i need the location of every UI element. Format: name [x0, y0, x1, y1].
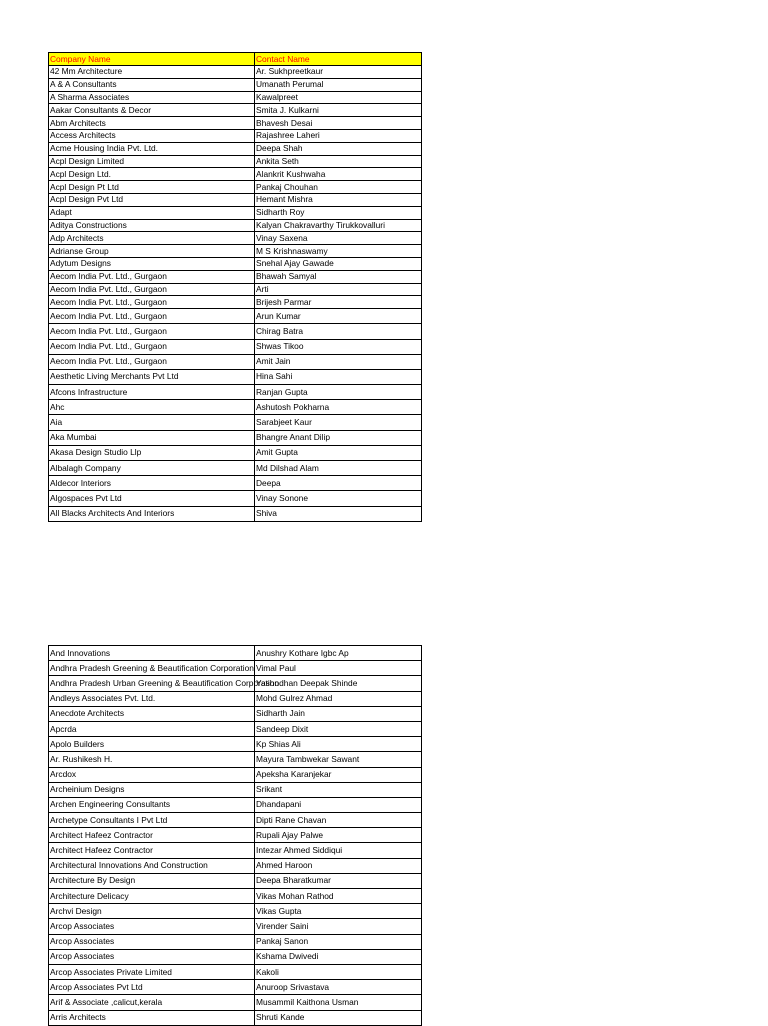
company-cell[interactable]: Aesthetic Living Merchants Pvt Ltd — [49, 369, 255, 384]
contacts-table-bottom — [48, 645, 422, 1026]
table-row — [49, 283, 422, 296]
contact-cell[interactable]: Rajashree Laheri — [255, 129, 422, 142]
table-row — [49, 767, 422, 782]
table-row — [49, 721, 422, 736]
contact-cell[interactable]: Ashutosh Pokharna — [255, 400, 422, 415]
contact-cell[interactable]: Pankaj Chouhan — [255, 181, 422, 194]
contact-cell[interactable]: Srikant — [255, 782, 422, 797]
table-row — [49, 828, 422, 843]
table-row — [49, 245, 422, 258]
table-row — [49, 400, 422, 415]
contact-cell[interactable]: Virender Saini — [255, 919, 422, 934]
table-row — [49, 737, 422, 752]
company-cell[interactable]: Ar. Rushikesh H. — [49, 752, 255, 767]
table-row — [49, 491, 422, 506]
contact-cell[interactable]: Kakoli — [255, 964, 422, 979]
contact-cell[interactable]: Shiva — [255, 506, 422, 521]
table-row — [49, 104, 422, 117]
company-cell[interactable]: Acpl Design Pvt Ltd — [49, 193, 255, 206]
contact-cell[interactable]: Kp Shias Ali — [255, 737, 422, 752]
company-cell[interactable]: Architectural Innovations And Construction — [49, 858, 255, 873]
company-cell[interactable]: Andleys Associates Pvt. Ltd. — [49, 691, 255, 706]
contact-cell[interactable]: Anuroop Srivastava — [255, 980, 422, 995]
contact-cell[interactable]: Sidharth Roy — [255, 206, 422, 219]
table-row — [49, 676, 422, 691]
header-row — [49, 53, 422, 66]
company-cell[interactable]: Adrianse Group — [49, 245, 255, 258]
table-row — [49, 858, 422, 873]
contact-cell[interactable]: Shruti Kande — [255, 1010, 422, 1025]
contact-cell[interactable]: Md Dilshad Alam — [255, 461, 422, 476]
table-row — [49, 193, 422, 206]
contact-cell[interactable]: Vikas Gupta — [255, 904, 422, 919]
contact-cell[interactable]: Vinay Saxena — [255, 232, 422, 245]
contact-name-header[interactable]: Contact Name — [255, 53, 422, 66]
contact-cell[interactable]: Bhawah Samyal — [255, 270, 422, 283]
table-row — [49, 142, 422, 155]
table-row — [49, 646, 422, 661]
company-cell[interactable]: Algospaces Pvt Ltd — [49, 491, 255, 506]
company-cell[interactable]: Aecom India Pvt. Ltd., Gurgaon — [49, 324, 255, 339]
company-cell[interactable]: Architect Hafeez Contractor — [49, 843, 255, 858]
table-row — [49, 257, 422, 270]
table-row — [49, 706, 422, 721]
table-row — [49, 66, 422, 79]
contact-cell[interactable]: Snehal Ajay Gawade — [255, 257, 422, 270]
table-row — [49, 309, 422, 324]
contact-cell[interactable]: Sarabjeet Kaur — [255, 415, 422, 430]
table-row — [49, 1010, 422, 1025]
company-cell[interactable]: Aecom India Pvt. Ltd., Gurgaon — [49, 339, 255, 354]
company-cell[interactable]: Adytum Designs — [49, 257, 255, 270]
table-row — [49, 752, 422, 767]
contact-cell[interactable]: Kawalpreet — [255, 91, 422, 104]
company-cell[interactable]: Anecdote Architects — [49, 706, 255, 721]
contact-cell[interactable]: Ranjan Gupta — [255, 385, 422, 400]
contact-cell[interactable]: Chirag Batra — [255, 324, 422, 339]
contact-cell[interactable]: Anushry Kothare Igbc Ap — [255, 646, 422, 661]
contact-cell[interactable]: Deepa Shah — [255, 142, 422, 155]
contact-cell[interactable]: Vimal Paul — [255, 661, 422, 676]
contact-cell[interactable]: Pankaj Sanon — [255, 934, 422, 949]
table-row — [49, 904, 422, 919]
company-cell[interactable]: Arris Architects — [49, 1010, 255, 1025]
table-row — [49, 296, 422, 309]
company-cell[interactable]: Afcons Infrastructure — [49, 385, 255, 400]
company-cell[interactable]: Aecom India Pvt. Ltd., Gurgaon — [49, 270, 255, 283]
contact-cell[interactable]: Ankita Seth — [255, 155, 422, 168]
table-row — [49, 843, 422, 858]
table-row — [49, 949, 422, 964]
table-row — [49, 369, 422, 384]
table-row — [49, 995, 422, 1010]
contact-cell[interactable]: Apeksha Karanjekar — [255, 767, 422, 782]
contact-cell[interactable]: Bhavesh Desai — [255, 117, 422, 130]
contact-cell[interactable]: Smita J. Kulkarni — [255, 104, 422, 117]
table-row — [49, 934, 422, 949]
table-row — [49, 797, 422, 812]
table-row — [49, 415, 422, 430]
table-row — [49, 324, 422, 339]
contacts-table-top — [48, 52, 422, 522]
company-cell[interactable]: Archen Engineering Consultants — [49, 797, 255, 812]
contact-cell[interactable]: Intezar Ahmed Siddiqui — [255, 843, 422, 858]
company-cell[interactable]: Acpl Design Limited — [49, 155, 255, 168]
contact-cell[interactable]: Alankrit Kushwaha — [255, 168, 422, 181]
company-cell[interactable]: Arif & Associate ,calicut,kerala — [49, 995, 255, 1010]
table-row — [49, 964, 422, 979]
company-cell[interactable]: Aldecor Interiors — [49, 476, 255, 491]
company-cell[interactable]: Architecture By Design — [49, 873, 255, 888]
company-cell[interactable]: Arcop Associates — [49, 949, 255, 964]
company-cell[interactable]: Arcop Associates — [49, 919, 255, 934]
contact-cell[interactable]: Yashodhan Deepak Shinde — [255, 676, 422, 691]
table-row — [49, 129, 422, 142]
table-row — [49, 445, 422, 460]
contact-cell[interactable]: M S Krishnaswamy — [255, 245, 422, 258]
company-cell[interactable]: All Blacks Architects And Interiors — [49, 506, 255, 521]
company-cell[interactable]: Arcdox — [49, 767, 255, 782]
company-cell[interactable]: Adapt — [49, 206, 255, 219]
company-cell[interactable]: Aecom India Pvt. Ltd., Gurgaon — [49, 309, 255, 324]
company-cell[interactable]: Architect Hafeez Contractor — [49, 828, 255, 843]
contact-cell[interactable]: Arti — [255, 283, 422, 296]
table-row — [49, 181, 422, 194]
contact-cell[interactable]: Vikas Mohan Rathod — [255, 889, 422, 904]
company-cell[interactable]: Archvi Design — [49, 904, 255, 919]
contact-cell[interactable]: Mayura Tambwekar Sawant — [255, 752, 422, 767]
contact-cell[interactable]: Dhandapani — [255, 797, 422, 812]
table-row — [49, 385, 422, 400]
company-cell[interactable]: And Innovations — [49, 646, 255, 661]
contact-cell[interactable]: Vinay Sonone — [255, 491, 422, 506]
company-cell[interactable]: A Sharma Associates — [49, 91, 255, 104]
contact-cell[interactable]: Mohd Gulrez Ahmad — [255, 691, 422, 706]
table-row — [49, 980, 422, 995]
table-row — [49, 91, 422, 104]
table-row — [49, 155, 422, 168]
company-cell[interactable]: Arcop Associates Pvt Ltd — [49, 980, 255, 995]
company-cell[interactable]: Aia — [49, 415, 255, 430]
company-cell[interactable]: Andhra Pradesh Urban Greening & Beautification Corporation — [49, 676, 255, 691]
company-cell[interactable]: Acme Housing India Pvt. Ltd. — [49, 142, 255, 155]
company-cell[interactable]: Albalagh Company — [49, 461, 255, 476]
company-cell[interactable]: Aecom India Pvt. Ltd., Gurgaon — [49, 296, 255, 309]
contact-cell[interactable]: Hina Sahi — [255, 369, 422, 384]
contact-cell[interactable]: Ar. Sukhpreetkaur — [255, 66, 422, 79]
company-cell[interactable]: Architecture Delicacy — [49, 889, 255, 904]
contact-cell[interactable]: Rupali Ajay Palwe — [255, 828, 422, 843]
table-row — [49, 813, 422, 828]
table-row — [49, 206, 422, 219]
table-row — [49, 506, 422, 521]
table-row — [49, 117, 422, 130]
contact-cell[interactable]: Deepa — [255, 476, 422, 491]
company-cell[interactable]: Access Architects — [49, 129, 255, 142]
table-row — [49, 232, 422, 245]
table-row — [49, 219, 422, 232]
table-row — [49, 339, 422, 354]
contact-cell[interactable]: Sandeep Dixit — [255, 721, 422, 736]
contact-cell[interactable]: Amit Gupta — [255, 445, 422, 460]
company-cell[interactable]: Acpl Design Ltd. — [49, 168, 255, 181]
table-body-top — [49, 66, 422, 522]
company-cell[interactable]: Arcop Associates — [49, 934, 255, 949]
contact-cell[interactable]: Musammil Kaithona Usman — [255, 995, 422, 1010]
contact-cell[interactable]: Amit Jain — [255, 354, 422, 369]
table-row — [49, 919, 422, 934]
table-row — [49, 270, 422, 283]
company-cell[interactable]: Abm Architects — [49, 117, 255, 130]
contact-cell[interactable]: Ahmed Haroon — [255, 858, 422, 873]
company-cell[interactable]: A & A Consultants — [49, 78, 255, 91]
contact-cell[interactable]: Dipti Rane Chavan — [255, 813, 422, 828]
contact-cell[interactable]: Shwas Tikoo — [255, 339, 422, 354]
company-cell[interactable]: Adp Architects — [49, 232, 255, 245]
table-row — [49, 168, 422, 181]
company-cell[interactable]: Apolo Builders — [49, 737, 255, 752]
company-cell[interactable]: 42 Mm Architecture — [49, 66, 255, 79]
table-row — [49, 873, 422, 888]
company-cell[interactable]: Aecom India Pvt. Ltd., Gurgaon — [49, 354, 255, 369]
table-row — [49, 461, 422, 476]
table-row — [49, 78, 422, 91]
contact-cell[interactable]: Kalyan Chakravarthy Tirukkovalluri — [255, 219, 422, 232]
table-row — [49, 354, 422, 369]
contact-cell[interactable]: Bhangre Anant Dilip — [255, 430, 422, 445]
contact-cell[interactable]: Umanath Perumal — [255, 78, 422, 91]
company-cell[interactable]: Akasa Design Studio Llp — [49, 445, 255, 460]
company-cell[interactable]: Arcop Associates Private Limited — [49, 964, 255, 979]
contact-cell[interactable]: Sidharth Jain — [255, 706, 422, 721]
table-row — [49, 782, 422, 797]
company-cell[interactable]: Archeinium Designs — [49, 782, 255, 797]
company-cell[interactable]: Aka Mumbai — [49, 430, 255, 445]
company-cell[interactable]: Acpl Design Pt Ltd — [49, 181, 255, 194]
table-row — [49, 476, 422, 491]
contact-cell[interactable]: Deepa Bharatkumar — [255, 873, 422, 888]
contact-cell[interactable]: Brijesh Parmar — [255, 296, 422, 309]
table-row — [49, 661, 422, 676]
company-cell[interactable]: Andhra Pradesh Greening & Beautification Corporation — [49, 661, 255, 676]
company-cell[interactable]: Archetype Consultants I Pvt Ltd — [49, 813, 255, 828]
company-cell[interactable]: Aditya Constructions — [49, 219, 255, 232]
contact-cell[interactable]: Hemant Mishra — [255, 193, 422, 206]
table-row — [49, 691, 422, 706]
company-cell[interactable]: Apcrda — [49, 721, 255, 736]
company-cell[interactable]: Aakar Consultants & Decor — [49, 104, 255, 117]
company-cell[interactable]: Aecom India Pvt. Ltd., Gurgaon — [49, 283, 255, 296]
company-cell[interactable]: Ahc — [49, 400, 255, 415]
contact-cell[interactable]: Arun Kumar — [255, 309, 422, 324]
table-body-bottom — [49, 646, 422, 1026]
table-row — [49, 889, 422, 904]
company-name-header[interactable]: Company Name — [49, 53, 255, 66]
contact-cell[interactable]: Kshama Dwivedi — [255, 949, 422, 964]
table-row — [49, 430, 422, 445]
